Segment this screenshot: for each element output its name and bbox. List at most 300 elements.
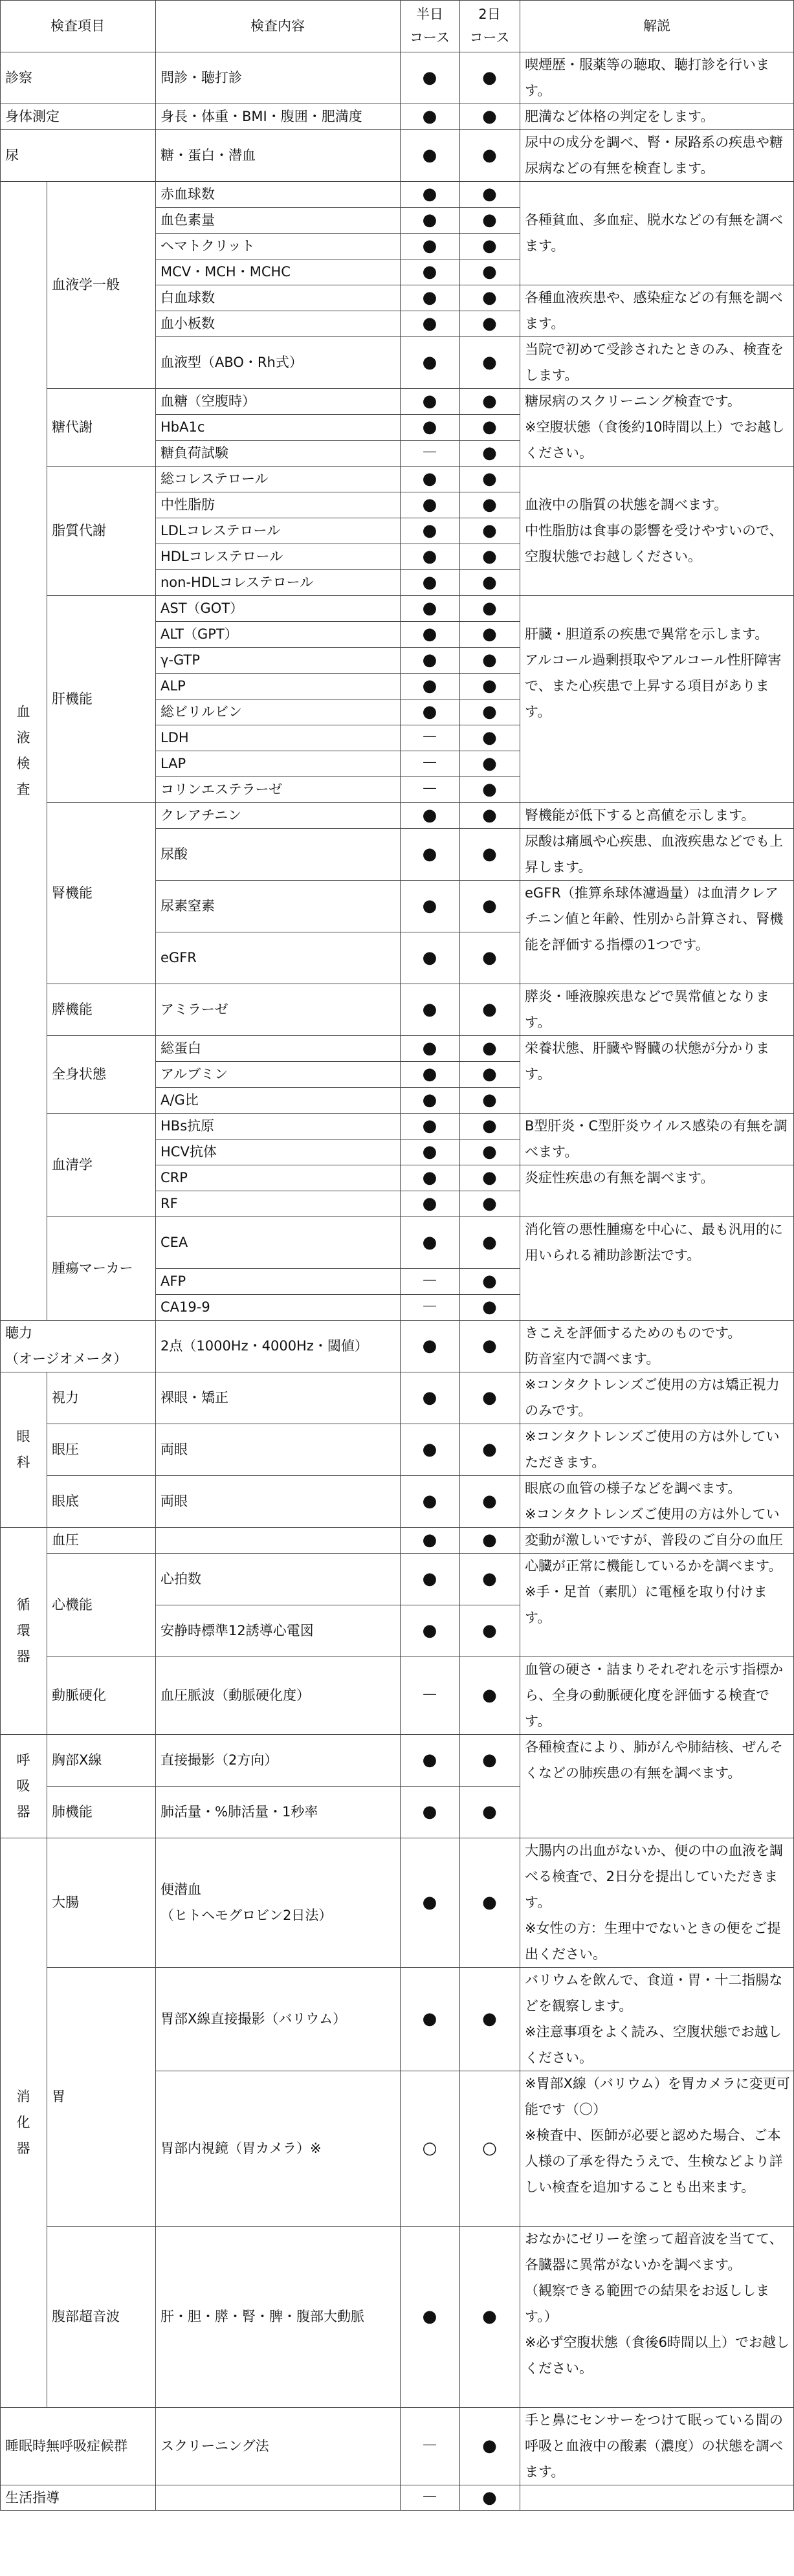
grid-line	[155, 466, 520, 467]
grid-line	[155, 802, 520, 803]
grid-line	[520, 880, 794, 881]
two-day-mark: ○	[482, 2139, 497, 2158]
exam-content: 血小板数	[160, 316, 215, 331]
exam-content: 尿酸	[160, 846, 188, 862]
two-day-mark: ●	[482, 146, 497, 165]
exam-content: スクリーニング法	[160, 2438, 269, 2454]
half-day-mark: ●	[422, 236, 437, 256]
exam-content: γ-GTP	[160, 652, 201, 668]
note-n_egfr: eGFR（推算糸球体濾過量）は血清クレアチニン値と年齢、性別から計算され、腎機能を評価する指標の1つです。	[525, 885, 784, 952]
exam-content	[155, 1527, 400, 1553]
note-n_shinsatsu: 喫煙歴・服薬等の聴取、聴打診を行います。	[525, 57, 769, 98]
exam-content: 身長・体重・BMI・腹囲・肥満度	[160, 109, 362, 124]
two-day-mark: ●	[482, 624, 497, 644]
exam-content: HbA1c	[160, 419, 205, 435]
half-day-mark: ●	[422, 2307, 437, 2326]
exam-content: ヘマトクリット	[160, 238, 255, 254]
exam-content: 糖負荷試験	[160, 445, 228, 461]
exam-content: CEA	[160, 1235, 188, 1250]
two-day-mark: ●	[482, 1621, 497, 1640]
grid-line	[155, 621, 520, 622]
half-day-mark: ●	[422, 1233, 437, 1252]
grid-line	[47, 466, 155, 467]
exam-content: 肺活量・%肺活量・1秒率	[160, 1804, 318, 1820]
exam-content: 白血球数	[160, 290, 215, 305]
group-choryoku: 聴力 （オージオメータ）	[5, 1325, 127, 1367]
exam-content: MCV・MCH・MCHC	[160, 264, 291, 280]
two-day-mark: ●	[482, 68, 497, 87]
subgroup-shiryoku: 視力	[52, 1390, 79, 1405]
two-day-mark: ●	[482, 1750, 497, 1770]
grid-line	[0, 1320, 794, 1321]
two-day-mark: ●	[482, 1686, 497, 1705]
grid-line	[155, 647, 520, 648]
half-day-mark: ●	[422, 702, 437, 721]
two-day-mark: ●	[482, 1802, 497, 1822]
exam-content: 中性脂肪	[160, 497, 215, 512]
half-day-mark: ●	[422, 1440, 437, 1459]
two-day-mark: ●	[482, 573, 497, 592]
two-day-mark: ●	[482, 754, 497, 773]
exam-content: アルブミン	[160, 1066, 228, 1082]
two-day-mark: ●	[482, 1297, 497, 1317]
subgroup-haiki: 肺機能	[52, 1804, 93, 1820]
exam-content: AST（GOT）	[160, 600, 244, 616]
two-day-mark: ●	[482, 107, 497, 126]
note-n_shiryoku: ※コンタクトレンズご使用の方は矯正視力のみです。	[525, 1377, 780, 1418]
note-n_fukubu: おなかにゼリーを塗って超音波を当てて、各臓器に異常がないかを調べます。 （観察できる範囲での結果をお返しします。） ※必ず空腹状態（食後6時間以上）でお越しください。	[525, 2231, 789, 2376]
subgroup-ganttei: 眼底	[52, 1493, 79, 1509]
exam-content: CA19-9	[160, 1299, 210, 1315]
exam-content: LDLコレステロール	[160, 523, 281, 538]
note-n_kanki: 肝臓・胆道系の疾患で異常を示します。 アルコール過剰摂取やアルコール性肝障害で、また心疾患で上昇する項目があります。	[525, 626, 782, 720]
note-n_ganatsu: ※コンタクトレンズご使用の方は外していただきます。	[525, 1429, 780, 1470]
half-day-mark: ●	[422, 676, 437, 696]
two-day-mark: ●	[482, 521, 497, 540]
grid-line	[155, 1786, 520, 1787]
note-n_shintai: 肥満など体格の判定をします。	[525, 109, 714, 124]
note-n_tou: 糖尿病のスクリーニング検査です。 ※空腹状態（食後約10時間以上）でお越しください。	[525, 393, 785, 461]
grid-line	[155, 1553, 520, 1554]
exam-content: 血液型（ABO・Rh式）	[160, 355, 303, 370]
two-day-mark: ●	[482, 948, 497, 967]
half-day-mark: ●	[422, 314, 437, 333]
exam-content: 赤血球数	[160, 186, 215, 202]
note-n_shishitsu: 血液中の脂質の状態を調べます。 中性脂肪は食事の影響を受けやすいので、空腹状態でお越しください。	[525, 497, 783, 564]
grid-line	[155, 1113, 520, 1114]
half-day-mark: ●	[422, 107, 437, 126]
note-n_ganttei: 眼底の血管の様子などを調べます。 ※コンタクトレンズご使用の方は外してい	[525, 1481, 780, 1522]
exam-content	[155, 2485, 400, 2511]
grid-line	[520, 336, 794, 337]
half-day-mark: －	[421, 443, 438, 463]
subgroup-kyobu: 胸部X線	[52, 1752, 102, 1768]
exam-content: 胃部X線直接撮影（バリウム）	[160, 2011, 347, 2027]
exam-content: 両眼	[160, 1442, 188, 1457]
half-day-mark: ●	[422, 896, 437, 916]
two-day-mark: ●	[482, 210, 497, 230]
two-day-mark: ●	[482, 236, 497, 256]
half-day-mark: ●	[422, 262, 437, 281]
half-day-mark: ●	[422, 2009, 437, 2029]
two-day-mark: ●	[482, 469, 497, 489]
exam-content: 血圧脈波（動脈硬化度）	[160, 1688, 310, 1703]
half-day-mark: ●	[422, 495, 437, 514]
note-n_doumyaku: 血管の硬さ・詰まりそれぞれを示す指標から、全身の動脈硬化度を評価する検査です。	[525, 1662, 783, 1729]
exam-content: 便潜血 （ヒトヘモグロビン2日法）	[160, 1882, 333, 1923]
two-day-mark: ●	[482, 844, 497, 864]
subgroup-daicho: 大腸	[52, 1895, 79, 1910]
two-day-mark: ●	[482, 1440, 497, 1459]
half-day-mark: －	[421, 2436, 438, 2456]
subgroup-shishitsu: 脂質代謝	[52, 523, 106, 538]
grid-line	[47, 595, 155, 596]
exam-content: A/G比	[160, 1092, 199, 1108]
exam-content: eGFR	[160, 950, 197, 965]
subgroup-ganatsu: 眼圧	[52, 1442, 79, 1457]
grid-line	[520, 802, 794, 803]
grid-line	[520, 1967, 794, 1968]
subgroup-shuyo: 腫瘍マーカー	[52, 1260, 133, 1276]
subgroup-kessei: 血清学	[52, 1157, 93, 1172]
two-day-mark: ●	[482, 2436, 497, 2456]
exam-content: 心拍数	[160, 1571, 201, 1587]
note-n_choryoku: きこえを評価するためのものです。 防音室内で調べます。	[525, 1325, 742, 1367]
grid-line	[155, 388, 520, 389]
exam-content: 直接撮影（2方向）	[160, 1752, 278, 1768]
subgroup-zenshin: 全身状態	[52, 1066, 106, 1082]
two-day-mark: ●	[482, 1142, 497, 1161]
half-day-mark: ●	[422, 1750, 437, 1770]
half-day-mark: ●	[422, 210, 437, 230]
half-day-mark: ●	[422, 1388, 437, 1407]
exam-content: 両眼	[160, 1493, 188, 1509]
note-n_kanen: B型肝炎・C型肝炎ウイルス感染の有無を調べます。	[525, 1118, 788, 1160]
two-day-mark: ●	[482, 896, 497, 916]
grid-line	[47, 1967, 155, 1968]
note-n_suimin: 手と鼻にセンサーをつけて眠っている間の呼吸と血液中の酸素（濃度）の状態を調べます。	[525, 2412, 783, 2480]
grid-line	[520, 388, 794, 389]
two-day-mark: ●	[482, 728, 497, 747]
half-day-mark: －	[421, 728, 438, 747]
exam-content: 安静時標準12誘導心電図	[160, 1623, 314, 1638]
two-day-mark: ●	[482, 1336, 497, 1356]
grid-line	[0, 1734, 794, 1735]
half-day-mark: －	[421, 1297, 438, 1317]
grid-line	[47, 388, 155, 389]
two-day-mark: ●	[482, 314, 497, 333]
note-n_shuyo: 消化管の悪性腫瘍を中心に、最も汎用的に用いられる補助診断法です。	[525, 1222, 783, 1263]
exam-content: HBs抗原	[160, 1118, 215, 1134]
grid-line	[520, 1035, 794, 1036]
half-day-mark: ●	[422, 68, 437, 87]
grid-line	[47, 1786, 155, 1787]
note-n_ketsuatsu: 変動が激しいですが、普段のご自分の血圧	[525, 1532, 783, 1548]
exam-content: 血糖（空腹時）	[160, 393, 256, 409]
group-kokyuki: 呼 吸 器	[16, 1752, 30, 1820]
exam-content: クレアチニン	[160, 808, 242, 823]
exam-content: 総蛋白	[160, 1040, 201, 1056]
half-day-mark: ●	[422, 353, 437, 372]
group-shokaki: 消 化 器	[16, 2089, 30, 2156]
note-n_suiki: 膵炎・唾液腺疾患などで異常値となります。	[525, 989, 769, 1030]
half-day-mark: ●	[422, 1492, 437, 1511]
grid-line	[459, 0, 460, 2511]
half-day-course-header: 半日 コース	[410, 6, 450, 45]
half-day-mark: －	[421, 1686, 438, 1705]
grid-line	[155, 673, 520, 674]
notes-header: 解説	[643, 18, 670, 34]
two-day-mark: ●	[482, 2488, 497, 2507]
half-day-mark: －	[421, 2488, 438, 2507]
grid-line	[47, 1113, 155, 1114]
half-day-mark: ●	[422, 844, 437, 864]
note-n_hinketsu: 各種貧血、多血症、脱水などの有無を調べます。	[525, 212, 783, 254]
exam-content: 胃部内視鏡（胃カメラ）※	[160, 2141, 322, 2156]
exam-content: 裸眼・矯正	[160, 1390, 228, 1405]
grid-line	[47, 1035, 155, 1036]
two-day-mark: ●	[482, 2307, 497, 2326]
half-day-mark: －	[421, 754, 438, 773]
grid-line	[155, 440, 520, 441]
grid-line	[155, 1087, 520, 1088]
two-day-mark: ●	[482, 1492, 497, 1511]
half-day-mark: －	[421, 1271, 438, 1291]
two-day-mark: ●	[482, 806, 497, 825]
grid-line	[0, 0, 794, 1]
grid-line	[155, 1216, 520, 1217]
half-day-mark: ●	[422, 650, 437, 670]
half-day-mark: ●	[422, 1168, 437, 1187]
exam-content: non-HDLコレステロール	[160, 575, 314, 590]
exam-content: 総ビリルビン	[160, 704, 242, 720]
group-ganka: 眼 科	[16, 1429, 30, 1470]
grid-line	[47, 1475, 155, 1476]
grid-line	[0, 0, 1, 2511]
grid-line	[155, 1967, 520, 1968]
half-day-mark: ●	[422, 1621, 437, 1640]
note-n_shinki: 心臓が正常に機能しているかを調べます。 ※手・足首（素肌）に電極を取り付けます。	[525, 1558, 782, 1625]
grid-line	[155, 233, 520, 234]
subgroup-kanki: 肝機能	[52, 691, 93, 707]
grid-line	[520, 2226, 794, 2227]
two-day-course-header: 2日 コース	[469, 6, 510, 45]
two-day-mark: ●	[482, 262, 497, 281]
two-day-mark: ●	[482, 1569, 497, 1589]
two-day-mark: ●	[482, 495, 497, 514]
half-day-mark: －	[421, 780, 438, 799]
exam-content: AFP	[160, 1273, 186, 1289]
grid-line	[155, 1061, 520, 1062]
two-day-mark: ●	[482, 391, 497, 411]
exam-content: HCV抗体	[160, 1144, 217, 1160]
half-day-mark: ●	[422, 806, 437, 825]
half-day-mark: ●	[422, 948, 437, 967]
grid-line	[47, 1216, 155, 1217]
note-n_naishikyo: ※胃部X線（バリウム）を胃カメラに変更可能です（〇） ※検査中、医師が必要と認めた場合、ご本人様の了承を得たうえで、生検などより詳しい検査を追加することも出来ます。	[525, 2076, 790, 2195]
exam-content: HDLコレステロール	[160, 549, 283, 564]
exam-content: RF	[160, 1196, 178, 1211]
group-ketsueki: 血 液 検 査	[16, 704, 30, 797]
grid-line	[155, 336, 520, 337]
group-shinsatsu: 診察	[5, 70, 32, 85]
grid-line	[155, 569, 520, 570]
group-shintai: 身体測定	[5, 109, 60, 124]
half-day-mark: ●	[422, 1000, 437, 1019]
two-day-mark: ●	[482, 184, 497, 204]
note-n_nyo: 尿中の成分を調べ、腎・尿路系の疾患や糖尿病などの有無を検査します。	[525, 135, 783, 176]
note-n_seikatsu	[520, 2485, 794, 2511]
subgroup-jinki: 腎機能	[52, 885, 93, 901]
two-day-mark: ●	[482, 650, 497, 670]
half-day-mark: ●	[422, 1893, 437, 1912]
group-nyo: 尿	[5, 148, 19, 163]
exam-content: 2点（1000Hz・4000Hz・閾値）	[160, 1338, 368, 1354]
half-day-mark: ●	[422, 417, 437, 437]
two-day-mark: ●	[482, 1064, 497, 1084]
grid-line	[155, 207, 520, 208]
note-n_nyosan: 尿酸は痛風や心疾患、血液疾患などでも上昇します。	[525, 833, 783, 875]
two-day-mark: ●	[482, 1168, 497, 1187]
two-day-mark: ●	[482, 353, 497, 372]
grid-line	[0, 181, 794, 182]
two-day-mark: ●	[482, 1194, 497, 1213]
half-day-mark: ●	[422, 1064, 437, 1084]
half-day-mark: ●	[422, 391, 437, 411]
two-day-mark: ●	[482, 1090, 497, 1110]
note-n_barium: バリウムを飲んで、食道・胃・十二指腸などを観察します。 ※注意事項をよく読み、空腹状態でお越しください。	[525, 1972, 783, 2065]
two-day-mark: ●	[482, 1530, 497, 1550]
half-day-mark: ●	[422, 1039, 437, 1058]
grid-line	[520, 1113, 794, 1114]
note-n_hakkekkyu: 各種血液疾患や、感染症などの有無を調べます。	[525, 290, 783, 331]
subgroup-ketsuekigaku: 血液学一般	[52, 277, 120, 292]
subgroup-suiki: 膵機能	[52, 1002, 93, 1017]
half-day-mark: ○	[422, 2139, 437, 2158]
half-day-mark: ●	[422, 146, 437, 165]
exam-content: LAP	[160, 756, 186, 771]
note-n_ensho: 炎症性疾患の有無を調べます。	[525, 1170, 714, 1185]
two-day-mark: ●	[482, 1388, 497, 1407]
half-day-mark: ●	[422, 599, 437, 618]
two-day-mark: ●	[482, 1039, 497, 1058]
half-day-mark: ●	[422, 1530, 437, 1550]
grid-line	[155, 2226, 520, 2227]
grid-line	[155, 1475, 520, 1476]
grid-line	[520, 1475, 794, 1476]
exam-content: コリンエステラーゼ	[160, 782, 283, 797]
exam-content: 糖・蛋白・潜血	[160, 148, 256, 163]
half-day-mark: ●	[422, 1569, 437, 1589]
half-day-mark: ●	[422, 288, 437, 307]
grid-line	[520, 466, 794, 467]
grid-line	[155, 595, 520, 596]
group-junkanki: 循 環 器	[16, 1597, 30, 1664]
subgroup-doumyaku: 動脈硬化	[52, 1688, 106, 1703]
two-day-mark: ●	[482, 1893, 497, 1912]
two-day-mark: ●	[482, 1116, 497, 1136]
half-day-mark: ●	[422, 573, 437, 592]
two-day-mark: ●	[482, 547, 497, 566]
group-seikatsu: 生活指導	[5, 2490, 60, 2505]
grid-line	[520, 595, 794, 596]
two-day-mark: ●	[482, 1233, 497, 1252]
subgroup-ketsuatsu: 血圧	[52, 1532, 79, 1548]
exam-content: 問診・聴打診	[160, 70, 242, 85]
grid-line	[400, 0, 401, 2511]
two-day-mark: ●	[482, 1000, 497, 1019]
grid-line	[155, 0, 156, 2511]
subgroup-toutaisha: 糖代謝	[52, 419, 93, 435]
grid-line	[0, 1527, 794, 1528]
exam-content: アミラーゼ	[160, 1002, 228, 1017]
two-day-mark: ●	[482, 702, 497, 721]
grid-line	[0, 2510, 794, 2511]
grid-line	[155, 828, 520, 829]
two-day-mark: ●	[482, 2009, 497, 2029]
subgroup-shinki: 心機能	[52, 1597, 93, 1613]
group-suimin: 睡眠時無呼吸症候群	[5, 2438, 127, 2454]
two-day-mark: ●	[482, 443, 497, 463]
note-n_zenshin: 栄養状態、肝臓や腎臓の状態が分かります。	[525, 1040, 769, 1082]
half-day-mark: ●	[422, 521, 437, 540]
exam-content: ALP	[160, 678, 186, 694]
half-day-mark: ●	[422, 1802, 437, 1822]
grid-line	[47, 2226, 155, 2227]
two-day-mark: ●	[482, 676, 497, 696]
note-n_daicho: 大腸内の出血がないか、便の中の血液を調べる検査で、2日分を提出していただきます。 ※女性の方：生理中でないときの便をご提出ください。	[525, 1843, 783, 1962]
content-header: 検査内容	[250, 18, 305, 34]
half-day-mark: ●	[422, 624, 437, 644]
exam-content: 血色素量	[160, 212, 215, 228]
grid-line	[155, 880, 520, 881]
note-n_creat: 腎機能が低下すると高値を示します。	[525, 808, 755, 823]
exam-content: 肝・胆・膵・腎・脾・腹部大動脈	[160, 2309, 364, 2324]
exam-content: 尿素窒素	[160, 898, 215, 914]
half-day-mark: ●	[422, 1194, 437, 1213]
half-day-mark: ●	[422, 1090, 437, 1110]
grid-line	[155, 1294, 520, 1295]
subgroup-fukubu: 腹部超音波	[52, 2309, 120, 2324]
grid-line	[520, 828, 794, 829]
grid-line	[47, 1553, 155, 1554]
grid-line	[0, 129, 794, 130]
exam-content: LDH	[160, 730, 189, 745]
half-day-mark: ●	[422, 1336, 437, 1356]
half-day-mark: ●	[422, 469, 437, 489]
grid-line	[0, 2407, 794, 2408]
two-day-mark: ●	[482, 288, 497, 307]
grid-line	[155, 776, 520, 777]
two-day-mark: ●	[482, 780, 497, 799]
exam-content: 総コレステロール	[160, 471, 269, 487]
grid-line	[155, 1035, 520, 1036]
two-day-mark: ●	[482, 599, 497, 618]
two-day-mark: ●	[482, 417, 497, 437]
grid-line	[155, 1268, 520, 1269]
item-header: 検査項目	[50, 18, 105, 34]
exam-content: CRP	[160, 1170, 188, 1185]
grid-line	[47, 802, 155, 803]
half-day-mark: ●	[422, 1116, 437, 1136]
grid-line	[520, 1216, 794, 1217]
half-day-mark: ●	[422, 184, 437, 204]
grid-line	[520, 1553, 794, 1554]
subgroup-i: 胃	[52, 2089, 65, 2104]
half-day-mark: ●	[422, 547, 437, 566]
two-day-mark: ●	[482, 1271, 497, 1291]
grid-line	[155, 414, 520, 415]
